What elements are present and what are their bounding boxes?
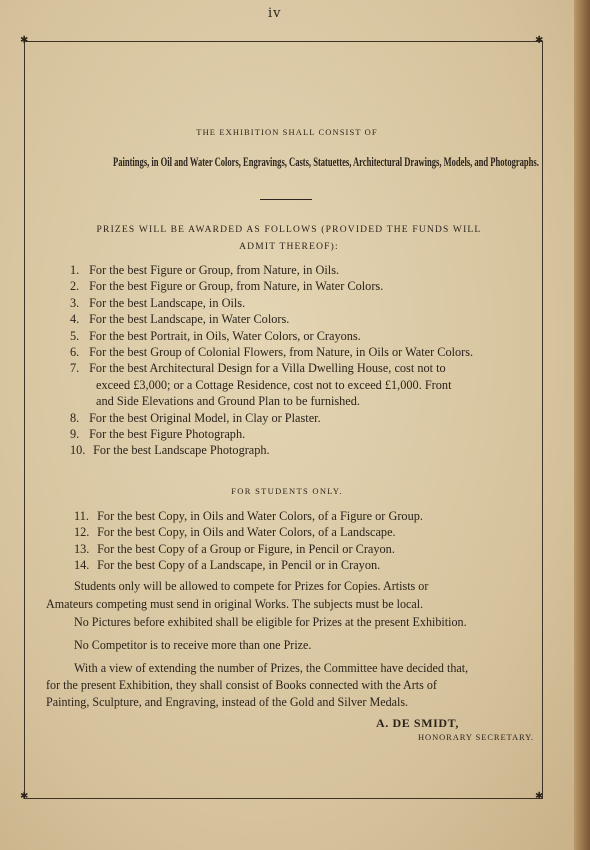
prizes-heading xyxy=(84,222,494,256)
signature-name: A. DE SMIDT, xyxy=(376,716,459,730)
page-number: iv xyxy=(268,6,282,21)
students-heading: FOR STUDENTS ONLY. xyxy=(231,486,343,496)
prize-item: 7. For the best Architectural Design for a Villa Dwelling House, cost not to xyxy=(70,361,446,376)
prize-item: 12. For the best Copy, in Oils and Water Colors, of a Landscape. xyxy=(74,525,396,540)
prize-item-continuation: exceed £3,000; or a Cottage Residence, cost not to exceed £1,000. Front xyxy=(96,377,452,392)
exhibition-media-list: Paintings, in Oil and Water Colors, Engravings, Casts, Statuettes, Architectural Drawings, Models, and Photographs. xyxy=(113,155,539,169)
one-prize-note: No Competitor is to receive more than one Prize. xyxy=(74,638,312,652)
prize-item: 8. For the best Original Model, in Clay or Plaster. xyxy=(70,410,321,425)
corner-ornament-icon: ✱ xyxy=(535,791,544,802)
divider-rule xyxy=(260,199,312,200)
books-note: for the present Exhibition, they shall consist of Books connected with the Arts of xyxy=(46,678,437,692)
prize-list xyxy=(70,262,473,459)
prize-item: 3. For the best Landscape, in Oils. xyxy=(70,295,246,310)
prizes-heading-line: PRIZES WILL BE AWARDED AS FOLLOWS (PROVIDED THE FUNDS WILL xyxy=(96,225,482,235)
corner-ornament-icon: ✱ xyxy=(20,35,29,46)
prizes-heading-line: ADMIT THEREOF): xyxy=(239,242,339,252)
exhibition-heading: THE EXHIBITION SHALL CONSIST OF xyxy=(196,127,378,137)
books-note: Painting, Sculpture, and Engraving, instead of the Gold and Silver Medals. xyxy=(46,695,409,709)
prize-item: 14. For the best Copy of a Landscape, in Pencil or in Crayon. xyxy=(74,558,381,573)
book-page-edge xyxy=(574,0,590,850)
prize-item: 2. For the best Figure or Group, from Nature, in Water Colors. xyxy=(70,279,384,294)
prize-item: 10. For the best Landscape Photograph. xyxy=(70,443,270,458)
corner-ornament-icon: ✱ xyxy=(535,35,544,46)
no-pictures-note: No Pictures before exhibited shall be eligible for Prizes at the present Exhibition. xyxy=(74,615,467,629)
books-note: With a view of extending the number of Prizes, the Committee have decided that, xyxy=(74,661,469,675)
prize-item-continuation: and Side Elevations and Ground Plan to be furnished. xyxy=(96,394,360,409)
prize-item: 6. For the best Group of Colonial Flowers, from Nature, in Oils or Water Colors. xyxy=(70,345,474,360)
prize-item: 5. For the best Portrait, in Oils, Water Colors, or Crayons. xyxy=(70,328,361,343)
student-prize-list xyxy=(74,508,423,574)
prize-item: 4. For the best Landscape, in Water Colors. xyxy=(70,312,290,327)
prize-item: 1. For the best Figure or Group, from Nature, in Oils. xyxy=(70,263,340,277)
prize-item: 9. For the best Figure Photograph. xyxy=(70,427,246,442)
copies-note: Students only will be allowed to compete for Prizes for Copies. Artists or xyxy=(74,579,429,593)
prize-item: 13. For the best Copy of a Group or Figure, in Pencil or Crayon. xyxy=(74,541,395,556)
corner-ornament-icon: ✱ xyxy=(20,791,29,802)
prize-item: 11. For the best Copy, in Oils and Water Colors, of a Figure or Group. xyxy=(74,509,423,523)
copies-note: Amateurs competing must send in original Works. The subjects must be local. xyxy=(46,597,424,611)
signature-title: HONORARY SECRETARY. xyxy=(418,732,535,742)
